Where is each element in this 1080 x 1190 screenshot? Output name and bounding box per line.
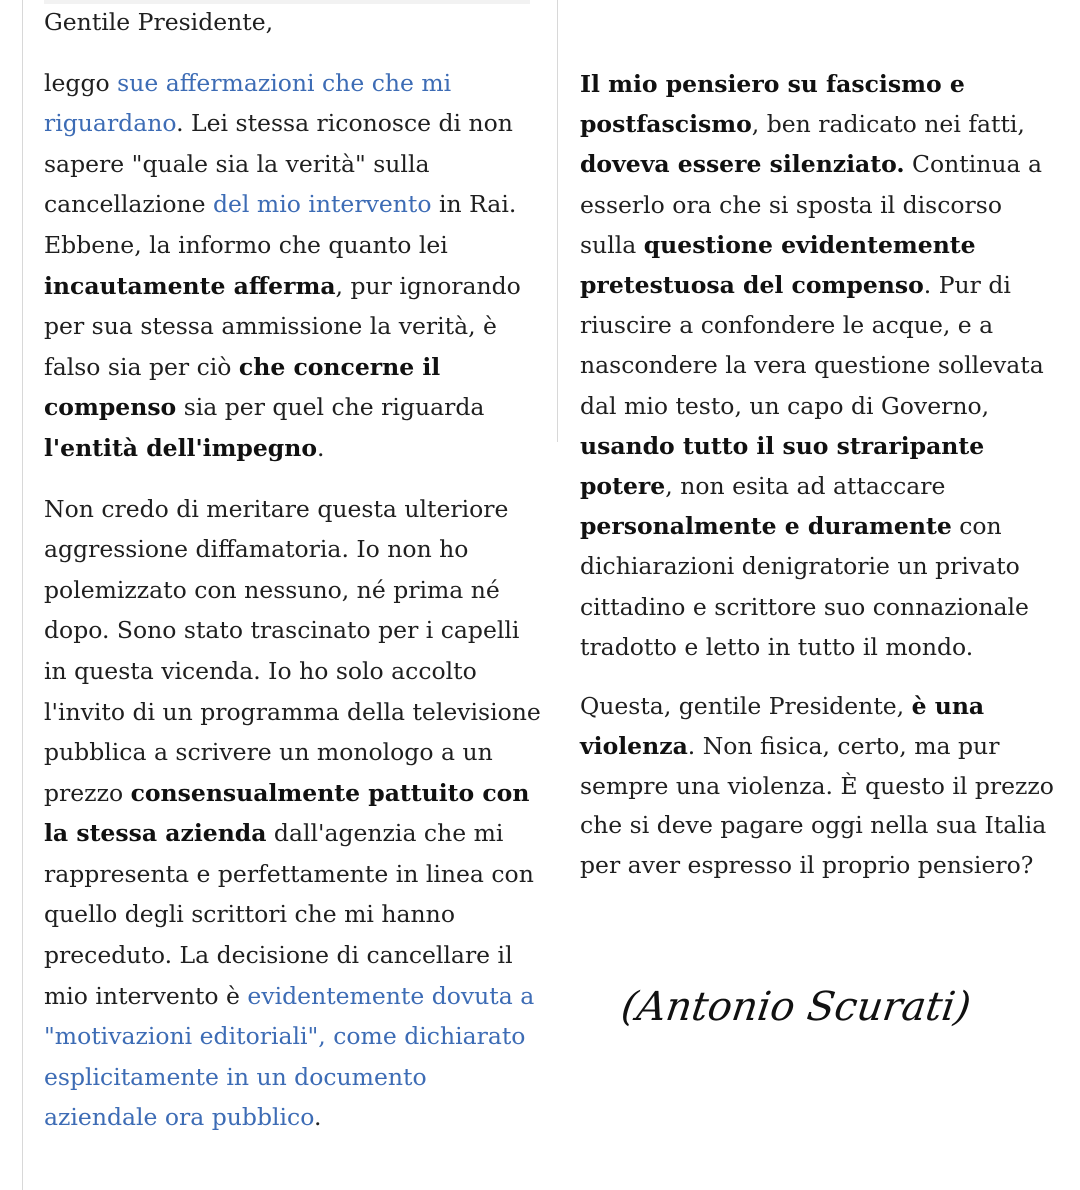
letter-right-column [580,64,1060,906]
letter-paragraph-2 [44,489,544,1139]
letter-left-column [44,2,544,1158]
text-run: . Lei stessa riconosce di non sapere "quale sia la verità" sulla cancellazione [44,109,513,219]
column-separator [557,0,558,442]
article-link[interactable]: evidentemente dovuta a "motivazioni editoriali", come dichiarato esplicitamente in un documento aziendale ora pubblico [44,981,535,1132]
text-run: leggo [44,68,118,97]
text-run: con dichiarazioni denigratorie un privato cittadino e scrittore suo connazionale tradotto e letto in tutto il mondo. [580,512,1029,661]
text-run: Questa, gentile Presidente, [580,692,912,721]
text-run: , non esita ad attaccare [665,472,946,501]
letter-greeting: Gentile Presidente, [44,8,274,36]
bold-phrase: che concerne il compenso [44,352,441,422]
text-run: sia per quel che riguarda [176,393,485,422]
text-run: dall'agenzia che mi rappresenta e perfettamente in linea con quello degli scrittori che mi hanno preceduto. La decisione di cancellare il mio intervento è [44,819,534,1010]
signature-image [618,972,974,1044]
text-run: . Non fisica, certo, ma pur sempre una violenza. È questo il prezzo che si deve pagare oggi nella sua Italia per aver espresso il proprio pensiero? [580,731,1054,880]
text-run: . [313,1103,322,1132]
letter-paragraph-1 [44,63,544,469]
bold-phrase: l'entità dell'impegno [44,433,318,462]
text-run: Non credo di meritare questa ulteriore aggressione diffamatoria. Io non ho polemizzato con nessuno, né prima né dopo. Sono stato trascinato per i capelli in questa vicenda. Io ho solo accolto l'invito di un programma della televisione pubblica a scrivere un monologo a un prezzo [44,494,541,807]
bold-phrase: Il mio pensiero su fascismo e postfascismo [580,70,965,139]
bold-phrase: questione evidentemente pretestuosa del compenso [580,230,976,300]
article-link[interactable]: sue affermazioni che che mi riguardano [44,68,452,138]
bold-phrase: usando tutto il suo straripante potere [580,431,985,501]
left-column-rule [22,0,23,1190]
bold-phrase: è una violenza [580,692,985,760]
letter-paragraph-3 [580,64,1060,667]
bold-phrase: doveva essere silenziato. [580,150,905,179]
text-run: . [317,433,325,462]
text-run: . Pur di riuscire a confondere le acque, e a nascondere la vera questione sollevata dal mio testo, un capo di Governo, [580,271,1044,420]
bold-phrase: incautamente afferma [44,271,336,300]
text-run: in Rai. Ebbene, la informo che quanto lei [44,190,517,259]
signature-text: (Antonio Scurati) [618,984,974,1030]
bold-phrase: personalmente e duramente [580,512,952,541]
bold-phrase: consensualmente pattuito con la stessa azienda [44,778,530,848]
text-run: Continua a esserlo ora che si sposta il discorso sulla [580,150,1043,259]
article-link[interactable]: del mio intervento [212,190,432,219]
text-run: , pur ignorando per sua stessa ammissione la verità, è falso sia per ciò [44,271,521,381]
letter-paragraph-4 [580,687,1060,886]
text-run: , ben radicato nei fatti, [751,110,1025,139]
